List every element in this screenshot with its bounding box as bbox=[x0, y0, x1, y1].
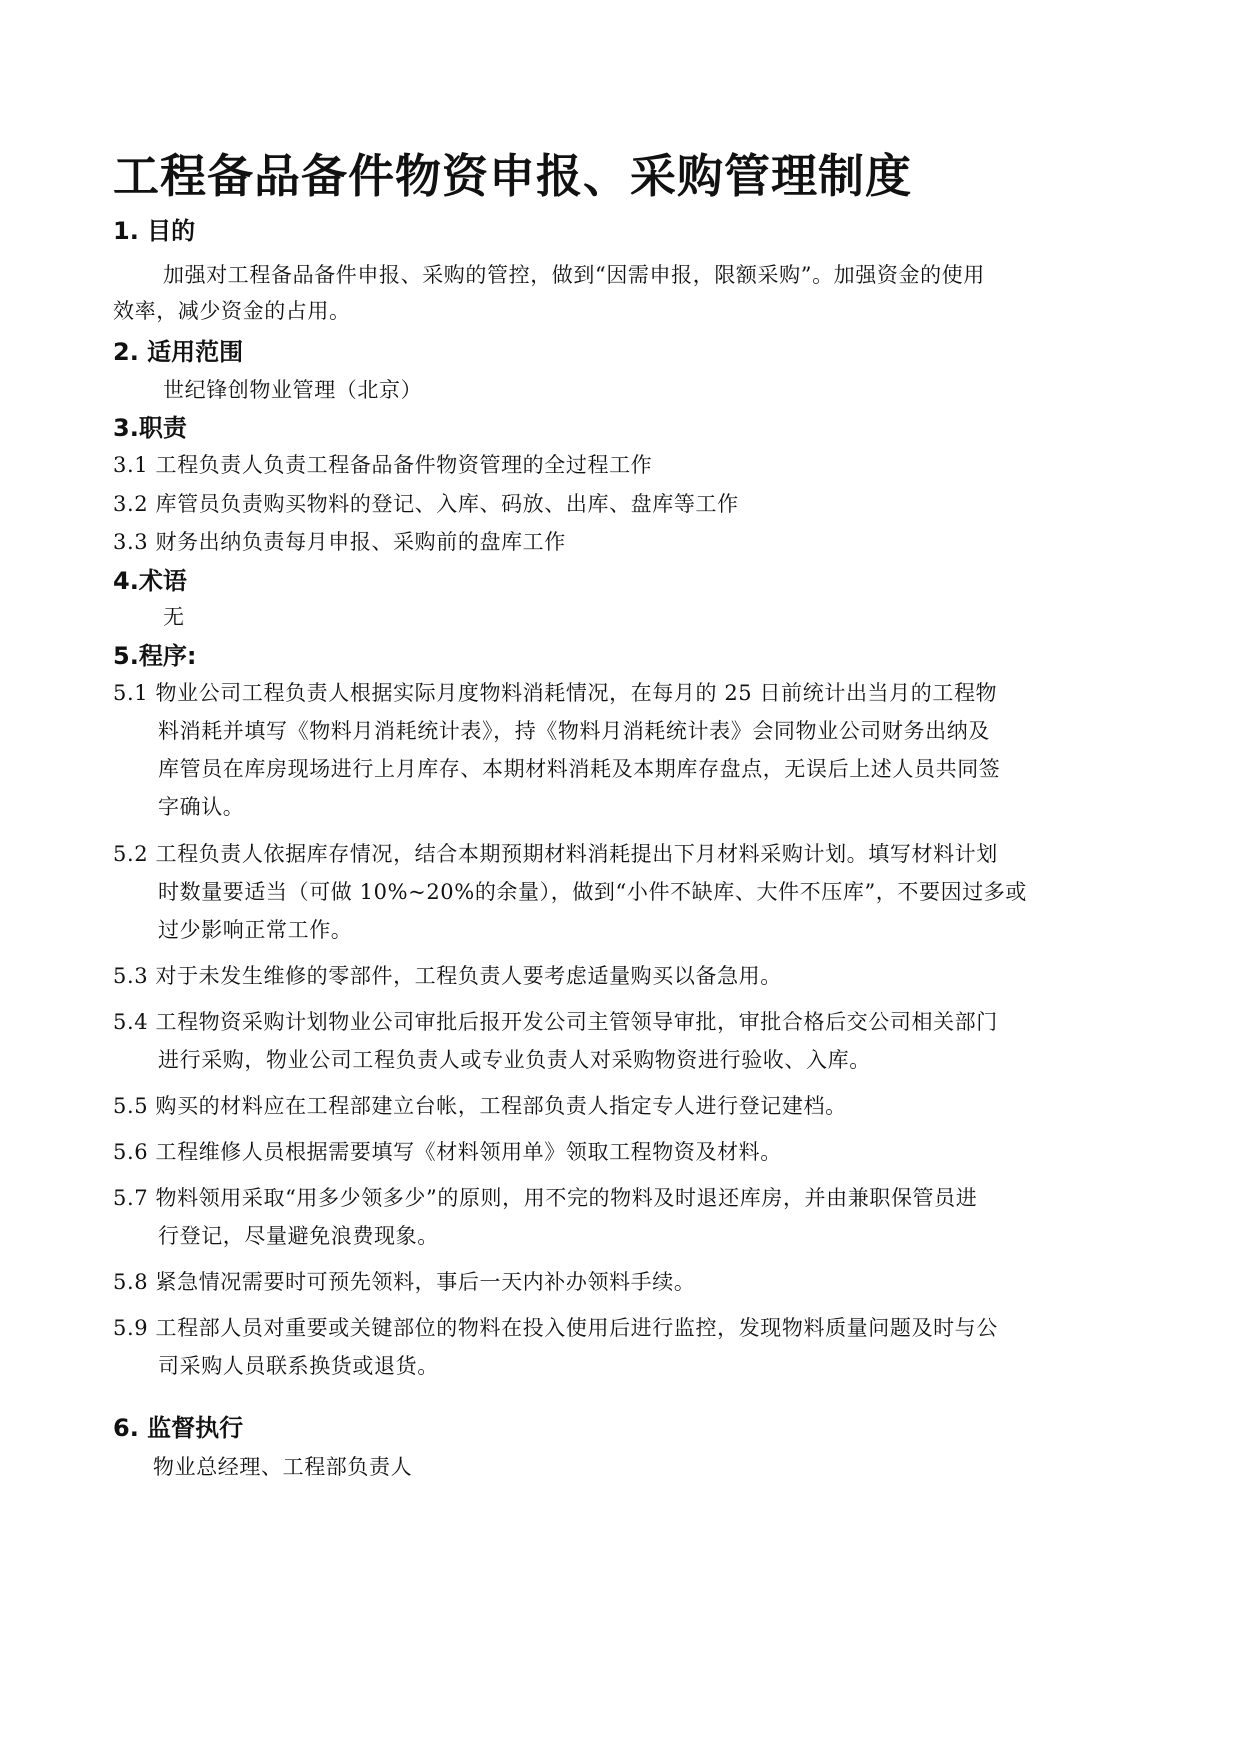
procedure-item-5-7: 行登记，尽量避免浪费现象。 bbox=[158, 1224, 439, 1248]
section-1-line: 效率，减少资金的占用。 bbox=[113, 299, 351, 323]
procedure-item-5-4: 进行采购，物业公司工程负责人或专业负责人对采购物资进行验收、入库。 bbox=[158, 1048, 871, 1072]
section-1-heading: 1. 目的 bbox=[113, 217, 196, 245]
procedure-item-5-6: 5.6 工程维修人员根据需要填写《材料领用单》领取工程物资及材料。 bbox=[113, 1140, 782, 1164]
section-3-heading: 3.职责 bbox=[113, 414, 187, 442]
section-2-line: 世纪锋创物业管理（北京） bbox=[163, 378, 423, 402]
procedure-item-5-2: 时数量要适当（可做 10%~20%的余量），做到“小件不缺库、大件不压库”，不要因过多或 bbox=[158, 880, 1027, 904]
section-5-heading: 5.程序: bbox=[113, 642, 197, 670]
procedure-item-5-2: 过少影响正常工作。 bbox=[158, 918, 353, 942]
procedure-item-5-3: 5.3 对于未发生维修的零部件，工程负责人要考虑适量购买以备急用。 bbox=[113, 964, 782, 988]
section-6-heading: 6. 监督执行 bbox=[113, 1414, 244, 1442]
procedure-item-5-7: 5.7 物料领用采取“用多少领多少”的原则，用不完的物料及时退还库房，并由兼职保管员进 bbox=[113, 1186, 978, 1210]
procedure-item-5-2: 5.2 工程负责人依据库存情况，结合本期预期材料消耗提出下月材料采购计划。填写材料计划 bbox=[113, 842, 998, 866]
section-3-line: 3.3 财务出纳负责每月申报、采购前的盘库工作 bbox=[113, 530, 566, 554]
section-2-heading: 2. 适用范围 bbox=[113, 338, 244, 366]
procedure-item-5-5: 5.5 购买的材料应在工程部建立台帐，工程部负责人指定专人进行登记建档。 bbox=[113, 1094, 847, 1118]
procedure-item-5-1: 5.1 物业公司工程负责人根据实际月度物料消耗情况，在每月的 25 日前统计出当月的工程物 bbox=[113, 681, 998, 705]
procedure-item-5-9: 5.9 工程部人员对重要或关键部位的物料在投入使用后进行监控，发现物料质量问题及时与公 bbox=[113, 1316, 998, 1340]
procedure-item-5-1: 字确认。 bbox=[158, 795, 245, 819]
section-4-line: 无 bbox=[163, 605, 185, 629]
section-3-line: 3.1 工程负责人负责工程备品备件物资管理的全过程工作 bbox=[113, 453, 653, 477]
section-1-line: 加强对工程备品备件申报、采购的管控，做到“因需申报，限额采购”。加强资金的使用 bbox=[163, 263, 985, 287]
procedure-item-5-4: 5.4 工程物资采购计划物业公司审批后报开发公司主管领导审批，审批合格后交公司相关部门 bbox=[113, 1010, 998, 1034]
procedure-item-5-1: 库管员在库房现场进行上月库存、本期材料消耗及本期库存盘点，无误后上述人员共同签 bbox=[158, 757, 1001, 781]
document-title: 工程备品备件物资申报、采购管理制度 bbox=[113, 149, 912, 203]
procedure-item-5-1: 料消耗并填写《物料月消耗统计表》，持《物料月消耗统计表》会同物业公司财务出纳及 bbox=[158, 719, 990, 743]
procedure-item-5-9: 司采购人员联系换货或退货。 bbox=[158, 1354, 439, 1378]
section-3-line: 3.2 库管员负责购买物料的登记、入库、码放、出库、盘库等工作 bbox=[113, 492, 739, 516]
section-4-heading: 4.术语 bbox=[113, 567, 187, 595]
procedure-item-5-8: 5.8 紧急情况需要时可预先领料，事后一天内补办领料手续。 bbox=[113, 1270, 696, 1294]
section-6-line: 物业总经理、工程部负责人 bbox=[153, 1455, 413, 1479]
